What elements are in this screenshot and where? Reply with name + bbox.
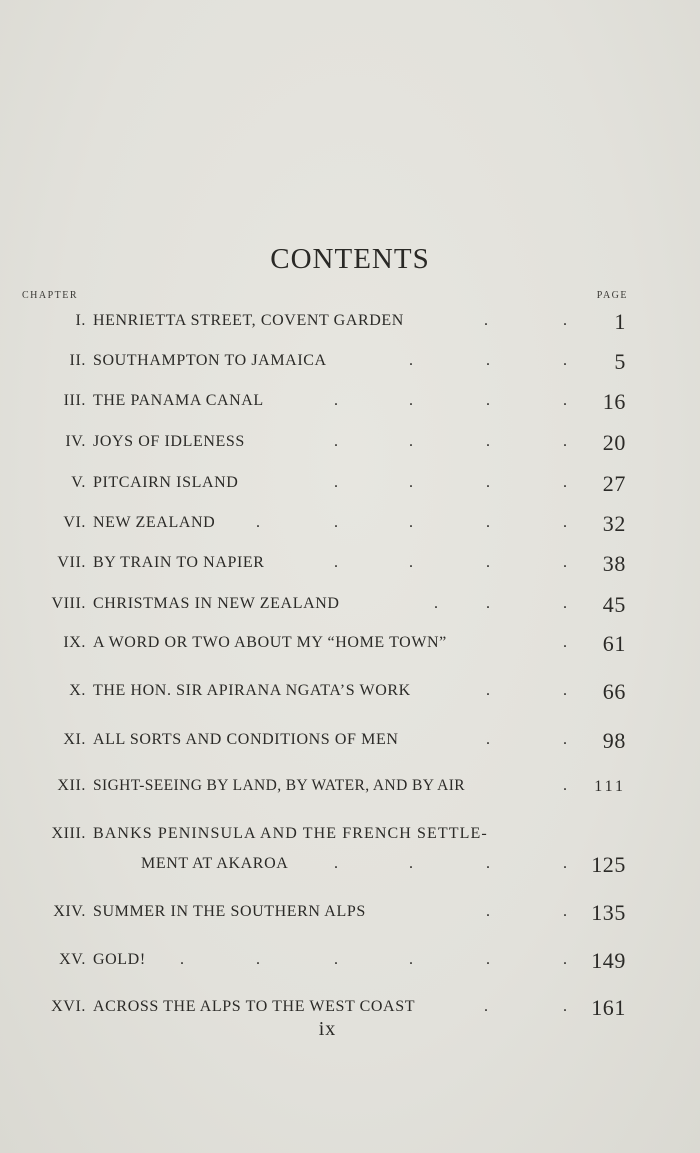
chapter-title: THE PANAMA CANAL — [93, 392, 264, 409]
leader-dot: . — [256, 514, 261, 531]
leader-dot: . — [409, 352, 414, 369]
chapter-title: BY TRAIN TO NAPIER — [93, 554, 265, 571]
chapter-number: X. — [69, 682, 86, 699]
chapter-title: PITCAIRN ISLAND — [93, 474, 239, 491]
leader-dot: . — [334, 951, 339, 968]
leader-dot: . — [484, 312, 489, 329]
leader-dot: . — [334, 514, 339, 531]
chapter-column-label: CHAPTER — [22, 290, 79, 301]
leader-dot: . — [256, 951, 261, 968]
page-number: 32 — [602, 511, 626, 536]
toc-entry — [0, 900, 700, 933]
toc-entry — [0, 679, 700, 712]
leader-dot: . — [486, 474, 491, 491]
chapter-number: I. — [75, 312, 86, 329]
leader-dot: . — [563, 682, 568, 699]
page-number: 66 — [602, 679, 626, 704]
leader-dot: . — [563, 392, 568, 409]
chapter-number: IV. — [65, 433, 86, 450]
toc-entry — [0, 309, 700, 342]
leader-dot: . — [409, 554, 414, 571]
toc-entry — [0, 777, 700, 807]
chapter-title: ALL SORTS AND CONDITIONS OF MEN — [93, 731, 399, 748]
toc-entry — [0, 551, 700, 584]
chapter-number: VI. — [63, 514, 86, 531]
chapter-title: GOLD! — [93, 951, 146, 968]
chapter-title: BANKS PENINSULA AND THE FRENCH SETTLE- — [93, 825, 488, 842]
leader-dot: . — [563, 474, 568, 491]
leader-dot: . — [334, 855, 339, 872]
chapter-title: A WORD OR TWO ABOUT MY “HOME TOWN” — [93, 634, 447, 651]
leader-dot: . — [409, 855, 414, 872]
leader-dot: . — [334, 392, 339, 409]
leader-dot: . — [334, 433, 339, 450]
leader-dot: . — [486, 855, 491, 872]
chapter-title: ACROSS THE ALPS TO THE WEST COAST — [93, 998, 416, 1015]
toc-entry — [0, 728, 700, 761]
leader-dot: . — [563, 595, 568, 612]
page-number: 1 — [614, 309, 626, 334]
chapter-number: XIII. — [51, 825, 86, 842]
chapter-title: JOYS OF IDLENESS — [93, 433, 245, 450]
page-number: 125 — [591, 852, 626, 877]
toc-entry — [0, 511, 700, 544]
toc-entry — [0, 631, 700, 664]
leader-dot: . — [563, 903, 568, 920]
leader-dot: . — [486, 595, 491, 612]
leader-dot: . — [563, 514, 568, 531]
page-number: 111 — [594, 778, 626, 795]
page-column-label: PAGE — [596, 290, 628, 301]
chapter-number: VIII. — [51, 595, 86, 612]
leader-dot: . — [486, 392, 491, 409]
page-number: 149 — [591, 948, 626, 973]
leader-dot: . — [334, 474, 339, 491]
leader-dot: . — [563, 433, 568, 450]
leader-dot: . — [486, 554, 491, 571]
leader-dot: . — [486, 903, 491, 920]
toc-entry — [0, 948, 700, 981]
toc-entry — [0, 430, 700, 463]
chapter-number: V. — [71, 474, 86, 491]
leader-dot: . — [409, 433, 414, 450]
toc-entry — [0, 389, 700, 422]
page-number: 20 — [602, 430, 626, 455]
page-number: 45 — [602, 592, 626, 617]
page-title: CONTENTS — [270, 243, 430, 275]
page-number: 61 — [602, 631, 626, 656]
leader-dot: . — [563, 951, 568, 968]
page-number: 38 — [602, 551, 626, 576]
chapter-number: XVI. — [51, 998, 86, 1015]
page-number: 161 — [591, 995, 626, 1020]
leader-dot: . — [563, 634, 568, 651]
toc-entry — [0, 825, 700, 855]
page-number: 16 — [602, 389, 626, 414]
leader-dot: . — [409, 514, 414, 531]
leader-dot: . — [486, 514, 491, 531]
page-number: 5 — [614, 349, 626, 374]
chapter-number: III. — [63, 392, 86, 409]
chapter-title: THE HON. SIR APIRANA NGATA’S WORK — [93, 682, 411, 699]
page-number: 135 — [591, 900, 626, 925]
leader-dot: . — [409, 951, 414, 968]
toc-entry-continuation — [0, 852, 700, 885]
chapter-number: XV. — [59, 951, 86, 968]
leader-dot: . — [563, 777, 568, 794]
leader-dot: . — [563, 312, 568, 329]
chapter-number: VII. — [57, 554, 86, 571]
chapter-title: SUMMER IN THE SOUTHERN ALPS — [93, 903, 366, 920]
leader-dot: . — [563, 554, 568, 571]
leader-dot: . — [409, 474, 414, 491]
leader-dot: . — [563, 998, 568, 1015]
page-number: 98 — [602, 728, 626, 753]
leader-dot: . — [563, 855, 568, 872]
leader-dot: . — [434, 595, 439, 612]
leader-dot: . — [486, 951, 491, 968]
chapter-title: CHRISTMAS IN NEW ZEALAND — [93, 595, 340, 612]
toc-entry — [0, 349, 700, 382]
toc-entry — [0, 471, 700, 504]
chapter-title: HENRIETTA STREET, COVENT GARDEN — [93, 312, 404, 329]
chapter-title: SOUTHAMPTON TO JAMAICA — [93, 352, 327, 369]
leader-dot: . — [563, 731, 568, 748]
leader-dot: . — [180, 951, 185, 968]
leader-dot: . — [484, 998, 489, 1015]
leader-dot: . — [486, 731, 491, 748]
leader-dot: . — [563, 352, 568, 369]
chapter-number: XIV. — [53, 903, 86, 920]
chapter-title-continuation: MENT AT AKAROA — [141, 855, 289, 872]
leader-dot: . — [334, 554, 339, 571]
chapter-number: XI. — [63, 731, 86, 748]
leader-dot: . — [409, 392, 414, 409]
chapter-title: SIGHT-SEEING BY LAND, BY WATER, AND BY AIR — [93, 777, 466, 794]
leader-dot: . — [486, 352, 491, 369]
leader-dot: . — [486, 433, 491, 450]
chapter-title: NEW ZEALAND — [93, 514, 216, 531]
page-number: 27 — [602, 471, 626, 496]
leader-dot: . — [486, 682, 491, 699]
toc-entry — [0, 592, 700, 625]
folio-page-number: ix — [318, 1018, 337, 1040]
chapter-number: IX. — [63, 634, 86, 651]
chapter-number: II. — [69, 352, 86, 369]
chapter-number: XII. — [57, 777, 86, 794]
